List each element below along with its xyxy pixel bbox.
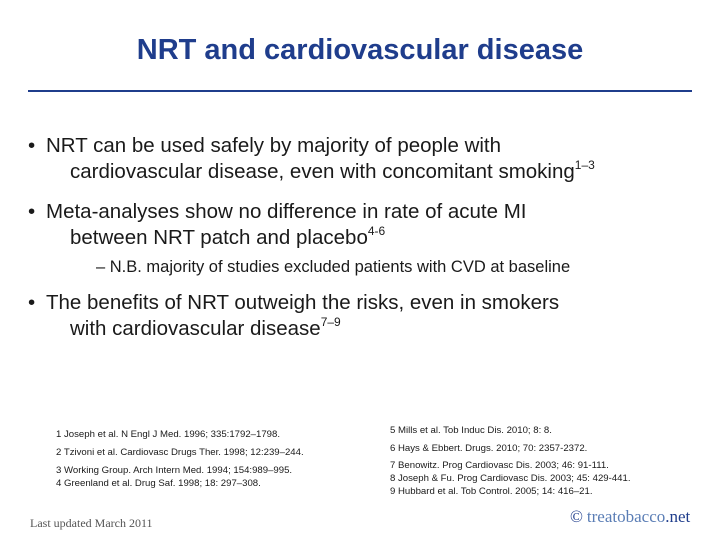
reference-item: 6 Hays & Ebbert. Drugs. 2010; 70: 2357-2372. bbox=[390, 443, 588, 454]
reference-item: 2 Tzivoni et al. Cardiovasc Drugs Ther. 1998; 12:239–244. bbox=[56, 447, 304, 458]
sub-bullet: – N.B. majority of studies excluded patients with CVD at baseline bbox=[96, 258, 571, 276]
bullet-dot: • bbox=[28, 134, 36, 157]
bullet-1-citation: 1–3 bbox=[574, 158, 595, 172]
bullet-dot: • bbox=[28, 200, 36, 223]
copyright-symbol: © bbox=[570, 507, 583, 526]
bullet-3-line1: The benefits of NRT outweigh the risks, even in smokers bbox=[46, 291, 560, 314]
bullet-dot: • bbox=[28, 291, 36, 314]
reference-item: 1 Joseph et al. N Engl J Med. 1996; 335:1792–1798. bbox=[56, 429, 281, 440]
last-updated: Last updated March 2011 bbox=[30, 516, 153, 530]
references-left bbox=[56, 428, 304, 490]
slide-title: NRT and cardiovascular disease bbox=[136, 34, 584, 66]
title-divider bbox=[28, 90, 692, 92]
reference-item: 4 Greenland et al. Drug Saf. 1998; 18: 297–308. bbox=[56, 478, 261, 489]
bullet-3-citation: 7–9 bbox=[320, 315, 341, 329]
bullet-2 bbox=[28, 199, 686, 251]
site-logo bbox=[570, 507, 690, 527]
reference-item: 5 Mills et al. Tob Induc Dis. 2010; 8: 8. bbox=[390, 425, 552, 436]
reference-item: 9 Hubbard et al. Tob Control. 2005; 14: 416–21. bbox=[390, 486, 593, 497]
site-name: treatobacco bbox=[586, 507, 666, 526]
bullet-1 bbox=[28, 133, 686, 185]
references-right bbox=[390, 424, 631, 498]
bullet-2-line1: Meta-analyses show no difference in rate of acute MI bbox=[46, 200, 527, 223]
bullet-3-line2: with cardiovascular disease bbox=[70, 317, 321, 340]
bullet-2-line2: between NRT patch and placebo bbox=[70, 226, 368, 249]
reference-item: 8 Joseph & Fu. Prog Cardiovasc Dis. 2003; 45: 429-441. bbox=[390, 473, 631, 484]
bullet-2-citation: 4-6 bbox=[367, 224, 386, 238]
reference-item: 3 Working Group. Arch Intern Med. 1994; 154:989–995. bbox=[56, 465, 293, 476]
site-tld: .net bbox=[665, 507, 691, 526]
reference-item: 7 Benowitz. Prog Cardiovasc Dis. 2003; 46: 91-111. bbox=[390, 460, 609, 471]
bullet-1-line2: cardiovascular disease, even with concomitant smoking bbox=[70, 160, 575, 183]
bullet-1-line1: NRT can be used safely by majority of people with bbox=[46, 134, 502, 157]
bullet-3 bbox=[28, 290, 686, 342]
